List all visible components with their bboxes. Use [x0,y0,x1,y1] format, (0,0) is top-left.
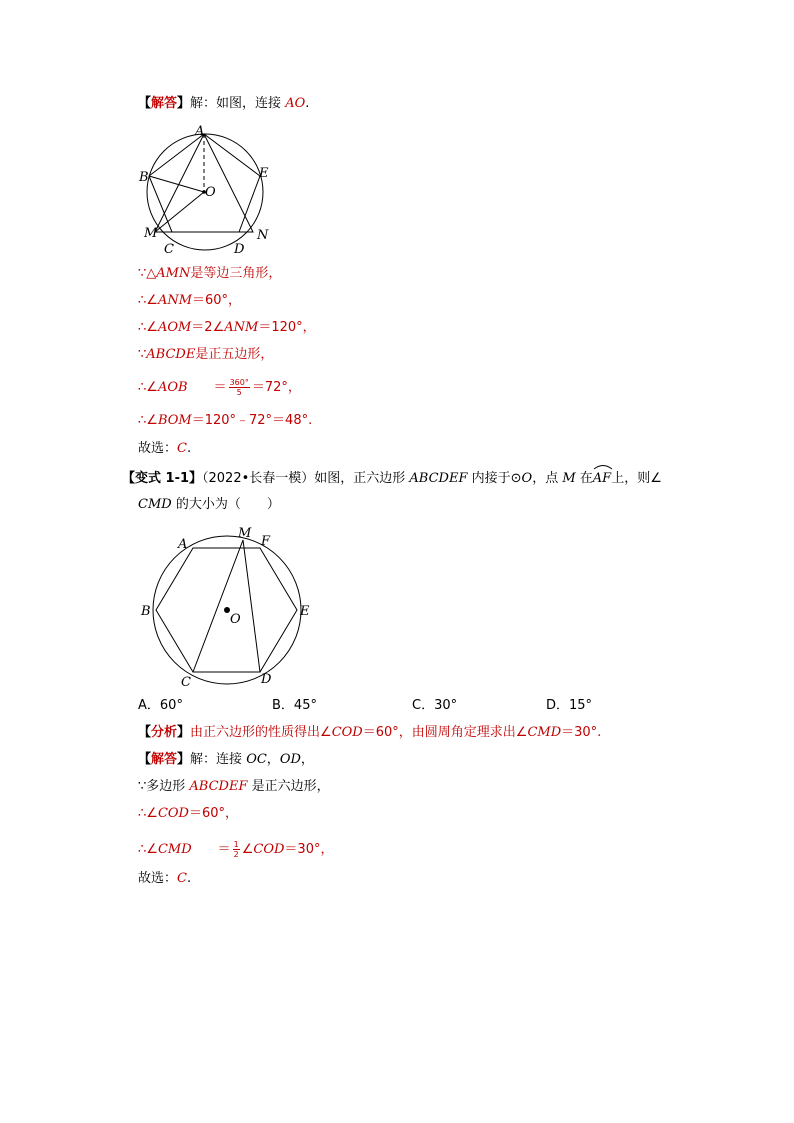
bracket-close: 】 [177,725,191,740]
fraction-denominator: 5 [236,388,242,397]
label-o: O [230,612,241,627]
text: 解：连接 [190,752,247,767]
math-var: O [521,471,533,486]
analysis-line [138,724,601,742]
math-var: C [177,871,187,886]
label-b: B [139,170,149,185]
text: 内接于⊙ [467,471,522,486]
bracket-close: 】 [177,752,191,767]
math-var: COD [331,725,363,740]
option-letter: A． [138,698,160,713]
text: 是正六边形， [247,779,330,794]
label-d: D [234,242,245,257]
arc-af [593,470,611,488]
variant-tag: 【变式 1-1】 [122,471,203,486]
variant-question-line-1 [122,470,662,488]
math-var: ANM [157,293,193,308]
bracket-open: 【 [138,752,152,767]
text: 如图，正六边形 [314,471,410,486]
text: 是等边三角形， [190,266,282,281]
text: . [186,441,192,456]
solution-1-line-5 [138,378,301,397]
text: ∴∠ [138,413,158,428]
variant-question-line-2 [138,496,280,514]
text: ＝120°， [258,320,316,335]
label-e: E [300,604,310,619]
option-letter: C． [412,698,435,713]
fraction-numerator: 1 [233,840,239,849]
math-var: ABCDEF [409,471,468,486]
answer-tag: 解答 [151,752,178,767]
math-var: AOB [157,380,188,395]
option-a[interactable] [138,697,183,715]
text: ＝2∠ [191,320,225,335]
text: 是正五边形， [195,347,274,362]
option-value: 15° [569,698,593,713]
text: ， [266,752,280,767]
math-var: COD [253,842,285,857]
option-letter: B． [272,698,294,713]
hexagon-figure [138,525,318,690]
text: 在 [575,471,593,486]
label-d: D [261,672,272,687]
text: . [186,871,192,886]
label-a: A [195,124,205,139]
label-e: E [259,166,269,181]
math-var: C [177,441,187,456]
text: ∴∠ [138,320,158,335]
math-var: CMD [527,725,562,740]
math-var: COD [157,806,189,821]
math-var: OC [246,752,267,767]
text: ＝60°， [192,293,242,308]
label-c: C [164,242,174,257]
option-c[interactable] [412,697,457,715]
text: 的大小为（ ） [171,497,280,512]
math-var: CMD [138,497,172,512]
option-d[interactable] [546,697,592,715]
math-var: ABCDE [146,347,196,362]
text: 由正六边形的性质得出∠ [190,725,332,740]
variant-source: （2022•长春一模） [202,471,315,486]
text: ＝ [213,380,227,395]
solution-2-heading [138,751,314,769]
answer-tag: 解答 [151,96,178,111]
math-var: AF [592,471,612,486]
text: ，点 [532,471,563,486]
label-a: A [178,537,188,552]
text: ＝ [217,842,231,857]
label-n: N [257,228,269,243]
text: ＝60°， [188,806,239,821]
fraction-numerator: 360° [229,378,249,387]
label-m: M [238,526,252,541]
text: ＝30°， [284,842,334,857]
label-b: B [141,604,151,619]
solution-1-line-4 [138,346,273,364]
fraction-denominator: 2 [233,850,239,859]
angle-cmd [193,540,260,672]
math-var: AOM [157,320,192,335]
text: ∵多边形 [138,779,190,794]
heading-text: 解：如图，连接 [190,96,286,111]
math-var: M [562,471,576,486]
bracket-close: 】 [177,96,191,111]
solution-1-choice [138,440,191,458]
option-value: 60° [159,698,183,713]
text: ∴∠ [138,380,158,395]
text: ， [300,752,314,767]
solution-2-choice [138,870,191,888]
math-var: ANM [224,320,259,335]
bracket-open: 【 [138,96,152,111]
solution-1-line-6 [138,412,312,430]
fraction-360-over-5 [229,378,250,397]
text: 故选： [138,871,178,886]
text: ＝120°﹣72°＝48°. [191,413,313,428]
solution-2-line-1 [138,778,330,796]
option-value: 30° [434,698,458,713]
text: ∴∠ [138,293,158,308]
label-c: C [181,675,191,690]
label-m: M [144,226,158,241]
math-var: ABCDEF [189,779,248,794]
solution-1-heading [138,95,309,113]
pentagon-figure [136,120,286,260]
math-var: CMD [157,842,192,857]
arc-hat [593,463,613,470]
text: 故选： [138,441,178,456]
math-var: BOM [157,413,192,428]
solution-1-line-1 [138,265,281,283]
label-o: O [205,185,216,200]
text: ＝60°，由圆周角定理求出∠ [362,725,528,740]
solution-1-line-2 [138,292,241,310]
math-var: AO [285,96,306,111]
math-var: OD [279,752,301,767]
text: ∠ [241,842,254,857]
text: 上，则∠ [611,471,662,486]
math-var: AMN [156,266,191,281]
option-value: 45° [293,698,317,713]
text: ∵ [138,347,147,362]
solution-1-line-3 [138,319,316,337]
label-f: F [261,534,271,549]
fraction-1-over-2 [233,840,240,859]
text: ＝72°， [251,380,301,395]
heading-end: . [305,96,310,111]
text: ＝30°. [561,725,602,740]
text: ∴∠ [138,842,158,857]
bracket-open: 【 [138,725,152,740]
option-letter: D． [546,698,570,713]
text: ∴∠ [138,806,158,821]
segment-om [155,192,204,232]
analysis-tag: 分析 [151,725,178,740]
solution-2-line-2 [138,805,238,823]
text: ∵△ [138,266,157,281]
option-b[interactable] [272,697,317,715]
solution-2-line-3 [138,840,333,859]
